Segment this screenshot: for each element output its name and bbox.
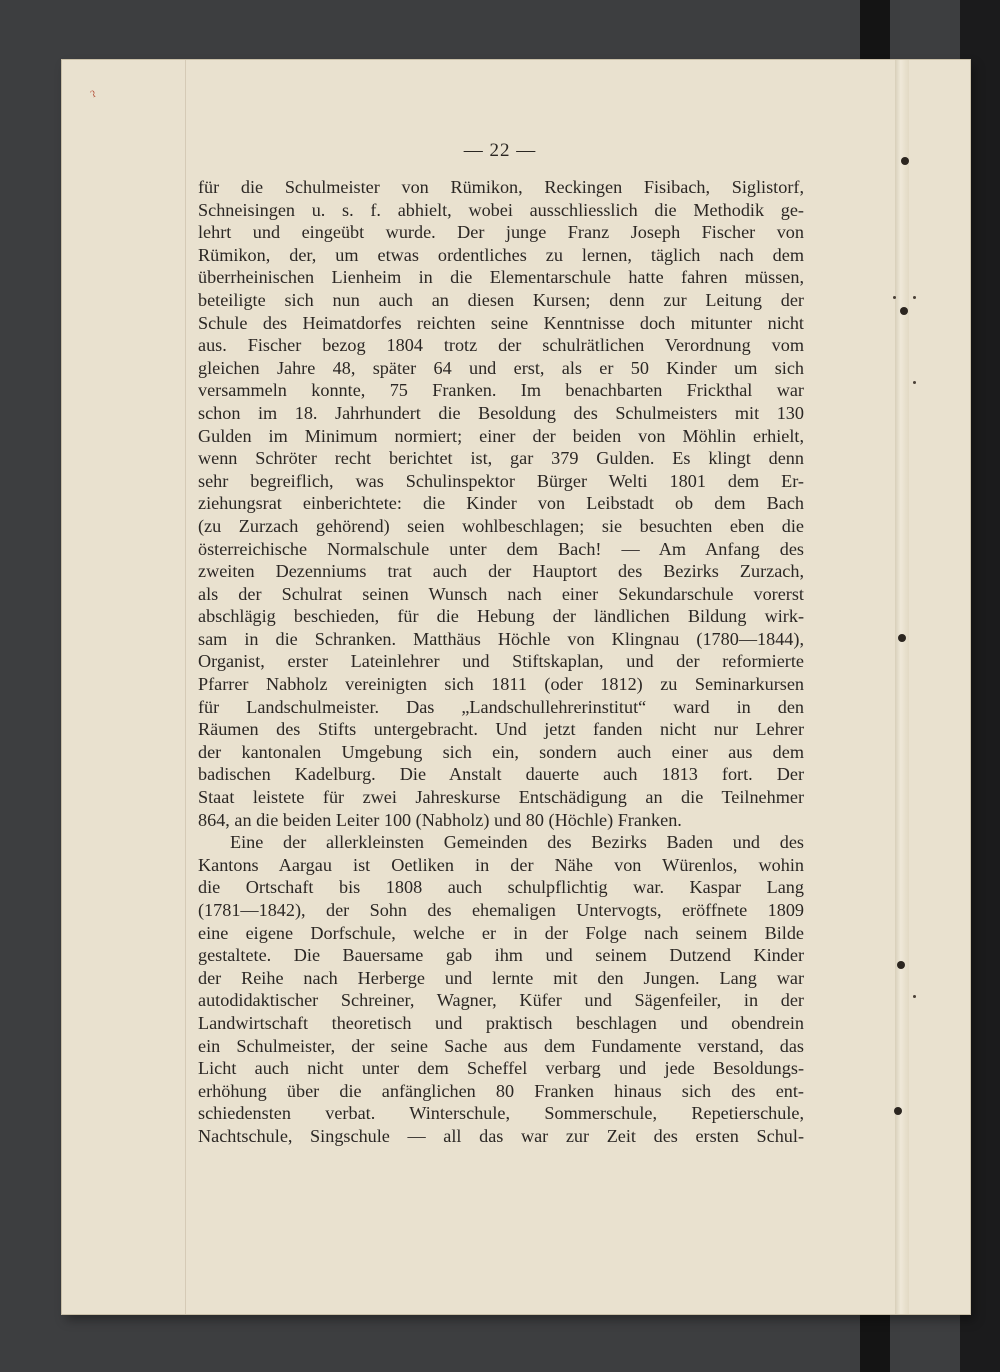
text-line: autodidaktischer Schreiner, Wagner, Küfer und Sägenfeiler, in der: [198, 990, 804, 1011]
speck: [913, 995, 916, 998]
text-line: überrheinischen Lienheim in die Elementarschule hatte fahren müssen,: [198, 267, 804, 288]
binding-hole: [900, 307, 908, 315]
text-line: Pfarrer Nabholz vereinigten sich 1811 (oder 1812) zu Seminarkursen: [198, 674, 804, 695]
binding-hole: [897, 961, 905, 969]
text-line: Licht auch nicht unter dem Scheffel verbarg und jede Besoldungs-: [198, 1058, 804, 1079]
text-line: Staat leistete für zwei Jahreskurse Entschädigung an die Teilnehmer: [198, 787, 804, 808]
text-line: Räumen des Stifts untergebracht. Und jetzt fanden nicht nur Lehrer: [198, 719, 804, 740]
text-line: ein Schulmeister, der seine Sache aus dem Fundamente verstand, das: [198, 1035, 804, 1056]
text-line: (1781—1842), der Sohn des ehemaligen Untervogts, eröffnete 1809: [198, 900, 804, 920]
text-line: Kantons Aargau ist Oetliken in der Nähe von Würenlos, wohin: [198, 854, 804, 875]
binding-hole: [901, 157, 909, 165]
body-text: [198, 176, 804, 1148]
text-line: lehrt und eingeübt wurde. Der junge Franz Joseph Fischer von: [198, 222, 804, 243]
fold-line: [185, 60, 186, 1314]
text-line: sam in die Schranken. Matthäus Höchle von Klingnau (1780—1844),: [198, 628, 804, 649]
binding-hole: [898, 634, 906, 642]
text-line: (zu Zurzach gehörend) seien wohlbeschlagen; sie besuchten eben die: [198, 515, 804, 536]
text-line: Gulden im Minimum normiert; einer der beiden von Möhlin erhielt,: [198, 425, 804, 446]
text-line: gleichen Jahre 48, später 64 und erst, als er 50 Kinder um sich: [198, 357, 804, 378]
text-line: österreichische Normalschule unter dem Bach! — Am Anfang des: [198, 538, 804, 559]
binding-hole: [894, 1107, 902, 1115]
text-line: versammeln konnte, 75 Franken. Im benachbarten Frickthal war: [198, 380, 804, 401]
text-line: badischen Kadelburg. Die Anstalt dauerte auch 1813 fort. Der: [198, 764, 804, 785]
text-line: Schule des Heimatdorfes reichten seine Kenntnisse doch mitunter nicht: [198, 312, 804, 333]
text-line: abschlägig beschieden, für die Hebung der ländlichen Bildung wirk-: [198, 606, 804, 627]
text-line: der kantonalen Umgebung sich ein, sondern auch einer aus dem: [198, 741, 804, 762]
text-line: schon im 18. Jahrhundert die Besoldung des Schulmeisters mit 130: [198, 402, 804, 423]
text-line: aus. Fischer bezog 1804 trotz der schulrätlichen Verordnung vom: [198, 335, 804, 356]
text-line: gestaltete. Die Bauersame gab ihm und seinem Dutzend Kinder: [198, 945, 804, 966]
page-number: — 22 —: [463, 140, 537, 161]
text-line: erhöhung über die anfänglichen 80 Franken hinaus sich des ent-: [198, 1080, 804, 1101]
speck: [913, 296, 916, 299]
text-line: eine eigene Dorfschule, welche er in der Folge nach seinem Bilde: [198, 922, 804, 943]
speck: [893, 296, 896, 299]
text-line: als der Schulrat seinen Wunsch nach einer Sekundarschule vorerst: [198, 583, 804, 604]
text-line: zweiten Dezenniums trat auch der Hauptort des Bezirks Zurzach,: [198, 561, 804, 582]
text-line: wenn Schröter recht berichtet ist, gar 379 Gulden. Es klingt denn: [198, 448, 804, 469]
speck: [913, 381, 916, 384]
pencil-mark: ˀ: [89, 88, 101, 105]
text-line: Landwirtschaft theoretisch und praktisch beschlagen und obendrein: [198, 1012, 804, 1033]
text-line: für die Schulmeister von Rümikon, Reckingen Fisibach, Siglistorf,: [198, 177, 804, 197]
text-line: Eine der allerkleinsten Gemeinden des Bezirks Baden und des: [230, 832, 804, 853]
text-line: der Reihe nach Herberge und lernte mit den Jungen. Lang war: [198, 967, 804, 988]
text-line: 864, an die beiden Leiter 100 (Nabholz) und 80 (Höchle) Franken.: [198, 809, 682, 830]
page-edge: [895, 60, 909, 1314]
text-line: Schneisingen u. s. f. abhielt, wobei ausschliesslich die Methodik ge-: [198, 199, 804, 220]
text-line: schiedensten verbat. Winterschule, Sommerschule, Repetierschule,: [198, 1103, 804, 1124]
text-line: ziehungsrat einberichtete: die Kinder von Leibstadt ob dem Bach: [198, 493, 804, 514]
text-line: für Landschulmeister. Das „Landschullehrerinstitut“ ward in den: [198, 696, 804, 717]
text-line: die Ortschaft bis 1808 auch schulpflichtig war. Kaspar Lang: [198, 877, 804, 898]
text-line: Rümikon, der, um etwas ordentliches zu lernen, täglich nach dem: [198, 244, 804, 265]
text-line: Organist, erster Lateinlehrer und Stiftskaplan, und der reformierte: [198, 651, 804, 672]
text-line: sehr begreiflich, was Schulinspektor Bürger Welti 1801 dem Er-: [198, 470, 804, 491]
text-line: Nachtschule, Singschule — all das war zur Zeit des ersten Schul-: [198, 1125, 804, 1146]
text-line: beteiligte sich nun auch an diesen Kursen; denn zur Leitung der: [198, 289, 804, 310]
